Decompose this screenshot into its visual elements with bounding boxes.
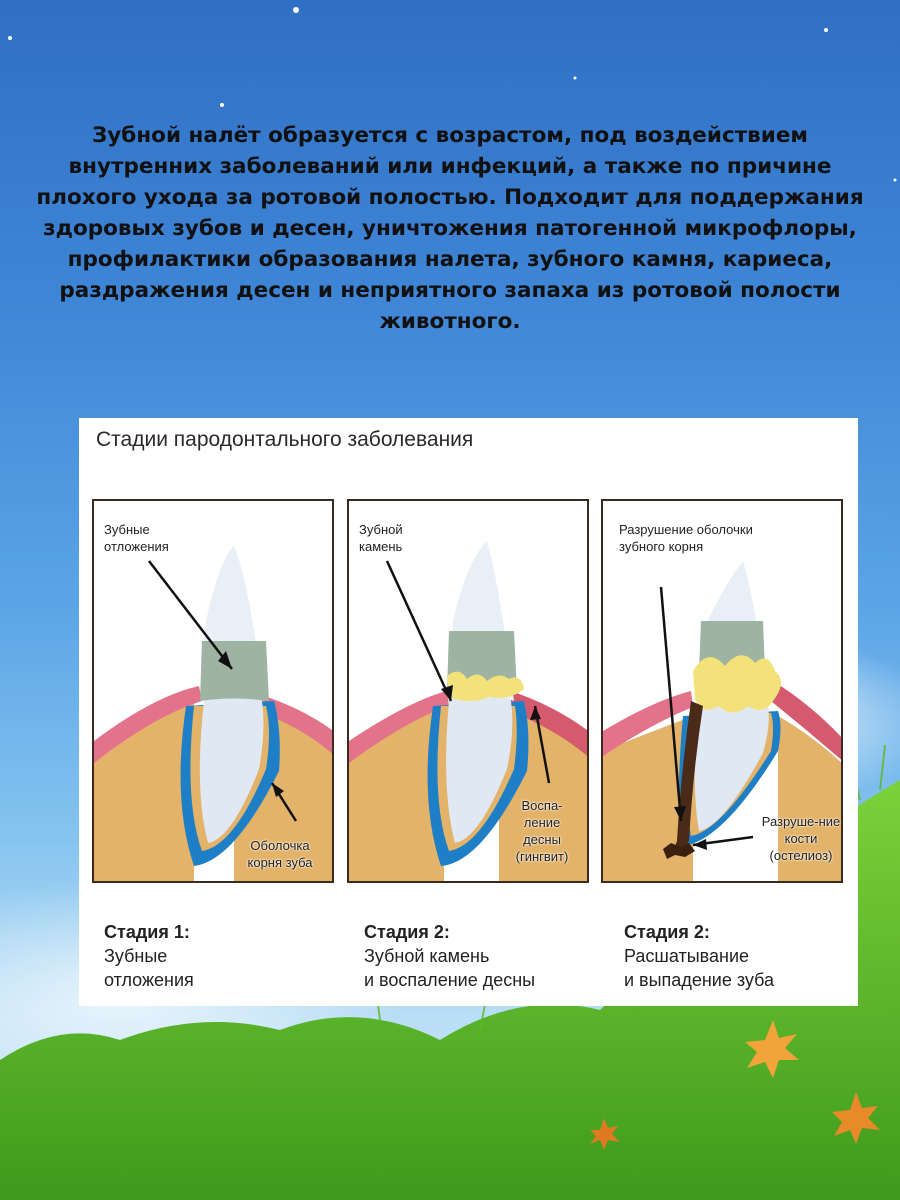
label-plaque: Зубные отложения — [104, 522, 169, 554]
periodontal-diagram — [79, 418, 858, 1006]
label-root-destruction: Разрушение оболочки зубного корня — [619, 522, 753, 554]
label-bone-loss: Разруше-ние кости (остелиоз) — [761, 814, 841, 863]
diagram-title: Стадии пародонтального заболевания — [96, 428, 474, 451]
stage-3-line-2: и выпадение зуба — [624, 970, 774, 990]
label-tartar: Зубной камень — [359, 522, 403, 554]
intro-paragraph: Зубной налёт образуется с возрастом, под воздействием внутренних заболеваний или инфекций, а также по причине плохого ухода за ротовой полостью. Подходит для поддержания здоровых зубов и десен, уничтожения патогенной микрофлоры, профилактики образования налета, зубного камня, кариеса, раздражения десен и неприятного запаха из ротовой полости животного. — [36, 123, 864, 334]
stage-1-heading: Стадия 1: — [104, 922, 190, 942]
stage-2-line-1: Зубной камень — [364, 946, 490, 966]
label-root-sheath: Оболочка корня зуба — [247, 838, 313, 870]
label-gingivitis: Воспа-ление десны (гингвит) — [515, 798, 569, 864]
stage-3-illustration — [601, 499, 843, 883]
stage-3-heading: Стадия 2: — [624, 922, 710, 942]
stage-2-illustration — [347, 499, 589, 883]
stage-1-line-1: Зубные — [104, 946, 168, 966]
stage-1-illustration — [92, 499, 334, 883]
tooth-stage-1-icon — [94, 501, 334, 883]
stage-1-line-2: отложения — [104, 970, 194, 990]
stage-2-heading: Стадия 2: — [364, 922, 450, 942]
stage-2-line-2: и воспаление десны — [364, 970, 536, 990]
stage-3-line-1: Расшатывание — [624, 946, 750, 966]
stage-2-caption — [364, 920, 535, 992]
stage-3-caption — [624, 920, 774, 992]
stage-1-caption — [104, 920, 194, 992]
